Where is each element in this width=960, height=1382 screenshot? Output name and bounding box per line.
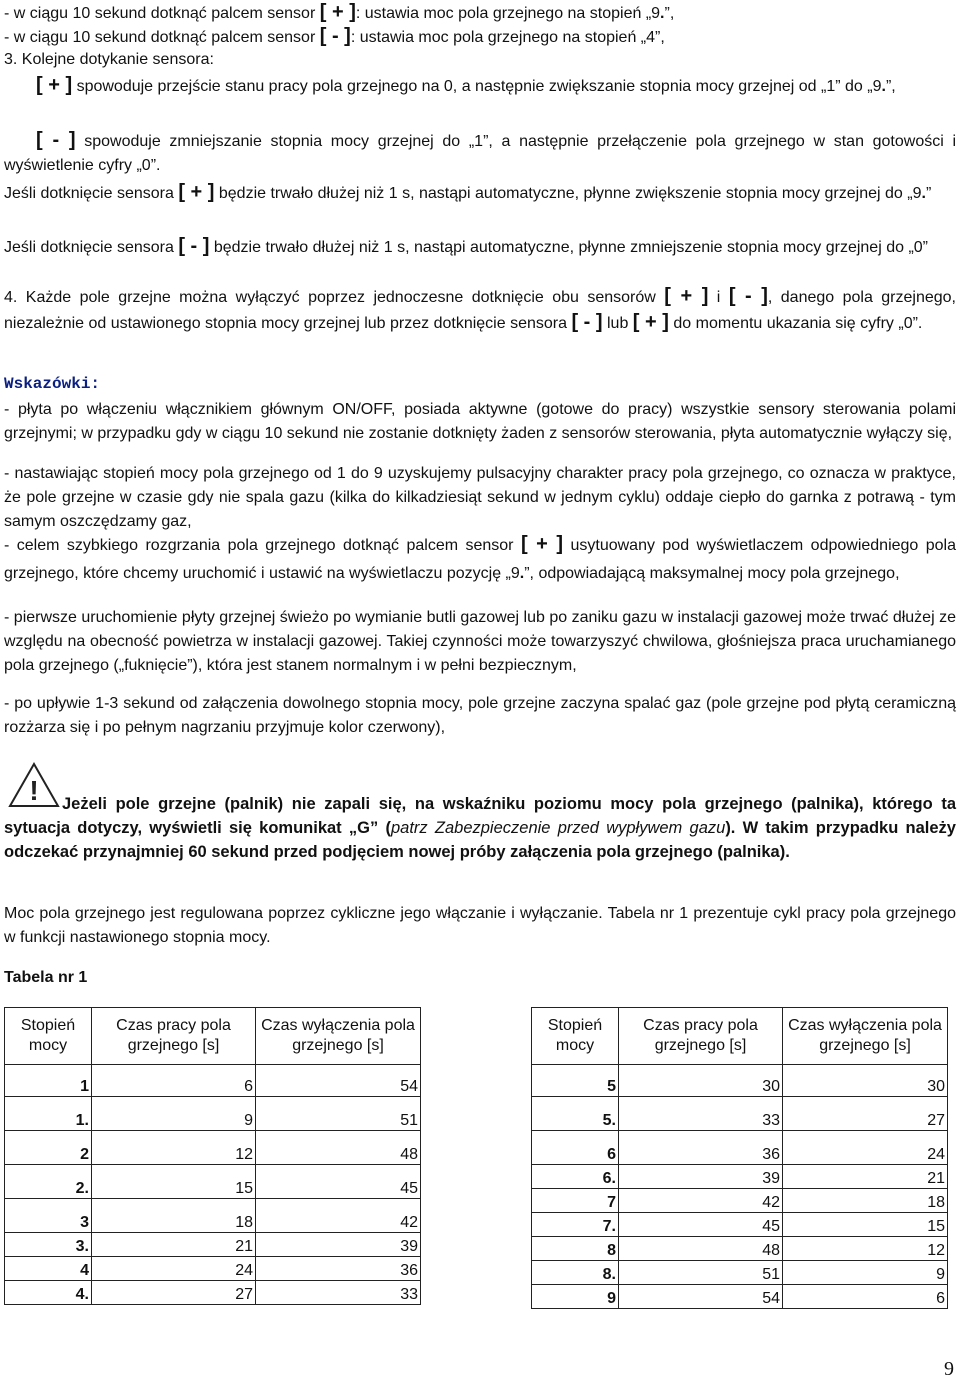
table-cell: 1. bbox=[5, 1097, 92, 1131]
table-cell: 24 bbox=[92, 1257, 256, 1281]
table-cell: 1 bbox=[5, 1065, 92, 1097]
table-cell: 2. bbox=[5, 1165, 92, 1199]
sensor-minus-label: [ - ] bbox=[319, 25, 351, 47]
table-row bbox=[532, 1165, 948, 1189]
hints-heading: Wskazówki: bbox=[4, 375, 101, 393]
column-header: Czas pracy pola grzejnego [s] bbox=[92, 1008, 256, 1065]
table-cell: 3. bbox=[5, 1233, 92, 1257]
table-row bbox=[532, 1213, 948, 1237]
table-cell: 15 bbox=[783, 1213, 948, 1237]
table-row bbox=[532, 1065, 948, 1097]
table-cell: 9 bbox=[783, 1261, 948, 1285]
table-row bbox=[532, 1261, 948, 1285]
table-cell: 42 bbox=[619, 1189, 783, 1213]
table-cell: 48 bbox=[256, 1131, 421, 1165]
table-cell: 18 bbox=[92, 1199, 256, 1233]
table-cell: 4 bbox=[5, 1257, 92, 1281]
table-cell: 8. bbox=[532, 1261, 619, 1285]
table-cell: 54 bbox=[619, 1285, 783, 1309]
table-row bbox=[532, 1097, 948, 1131]
column-header: Czas pracy pola grzejnego [s] bbox=[619, 1008, 783, 1065]
section-3-title: 3. Kolejne dotykanie sensora: bbox=[4, 51, 214, 68]
table-cell: 4. bbox=[5, 1281, 92, 1305]
list-item: - w ciągu 10 sekund dotknąć palcem sensor [ + ]: ustawia moc pola grzejnego na stopień „9.”, bbox=[4, 1, 675, 23]
table-cell: 12 bbox=[783, 1237, 948, 1261]
table-cell: 6. bbox=[532, 1165, 619, 1189]
table-row bbox=[5, 1281, 421, 1305]
sensor-plus-label: [ + ] bbox=[319, 1, 356, 23]
table-cell: 54 bbox=[256, 1065, 421, 1097]
table-cell: 48 bbox=[619, 1237, 783, 1261]
table-row bbox=[5, 1097, 421, 1131]
table-cell: 6 bbox=[92, 1065, 256, 1097]
hint-item: - pierwsze uruchomienie płyty grzejnej świeżo po wymianie butli gazowej lub po zaniku gazu w instalacji gazowej może trwać dłużej ze względu na obecność powietrza w instalacji gazowej. Takiej czynności może towarzyszyć chwilowa, głośniejsza praca uruchamianego pola grzejnego („fuknięcie”), która jest stanem normalnym i w pełni bezpiecznym, bbox=[4, 609, 956, 674]
page-number: 9 bbox=[944, 1358, 954, 1380]
table-row bbox=[5, 1199, 421, 1233]
table-cell: 42 bbox=[256, 1199, 421, 1233]
hint-item: - płyta po włączeniu włącznikiem głównym ON/OFF, posiada aktywne (gotowe do pracy) wszystkie sensory sterowania polami grzejnymi; w przypadku gdy w ciągu 10 sekund nie zostanie dotknięty żaden z sensorów sterowania, płyta automatycznie wyłączy się, bbox=[4, 401, 956, 442]
table-cell: 51 bbox=[256, 1097, 421, 1131]
table-cell: 9 bbox=[532, 1285, 619, 1309]
table-row bbox=[5, 1233, 421, 1257]
column-header: Stopień mocy bbox=[532, 1008, 619, 1065]
table-cell: 6 bbox=[783, 1285, 948, 1309]
table-cell: 5. bbox=[532, 1097, 619, 1131]
table-cell: 39 bbox=[619, 1165, 783, 1189]
paragraph-plus: [ + ] spowoduje przejście stanu pracy pola grzejnego na 0, a następnie zwiększanie stopnia mocy grzejnej od „1” do „9.”, bbox=[36, 74, 896, 96]
table-row bbox=[532, 1189, 948, 1213]
table-cell: 5 bbox=[532, 1065, 619, 1097]
hint-item: - po upływie 1-3 sekund od załączenia dowolnego stopnia mocy, pole grzejne zaczyna spalać gaz (pole grzejne pod płytą ceramiczną rozżarza się i po pełnym nagrzaniu przyjmuje kolor czerwony), bbox=[4, 695, 956, 736]
table-cell: 6 bbox=[532, 1131, 619, 1165]
table-cell: 45 bbox=[619, 1213, 783, 1237]
table-cell: 39 bbox=[256, 1233, 421, 1257]
table-cell: 2 bbox=[5, 1131, 92, 1165]
table-cell: 33 bbox=[256, 1281, 421, 1305]
table-cell: 33 bbox=[619, 1097, 783, 1131]
table-cell: 3 bbox=[5, 1199, 92, 1233]
table-cell: 27 bbox=[92, 1281, 256, 1305]
column-header: Czas wyłączenia pola grzejnego [s] bbox=[256, 1008, 421, 1065]
table-cell: 7. bbox=[532, 1213, 619, 1237]
power-paragraph: Moc pola grzejnego jest regulowana poprzez cykliczne jego włączanie i wyłączanie. Tabela nr 1 prezentuje cykl pracy pola grzejnego w funkcji nastawionego stopnia mocy. bbox=[4, 905, 956, 946]
paragraph-long-minus: Jeśli dotknięcie sensora [ - ] będzie trwało dłużej niż 1 s, nastąpi automatyczne, płynne zmniejszenie stopnia mocy grzejnej do „0” bbox=[4, 235, 928, 257]
table-cell: 30 bbox=[783, 1065, 948, 1097]
table-row bbox=[5, 1257, 421, 1281]
list-item: - w ciągu 10 sekund dotknąć palcem sensor [ - ]: ustawia moc pola grzejnego na stopień „4”, bbox=[4, 25, 665, 47]
paragraph-minus: [ - ] spowoduje zmniejszanie stopnia mocy grzejnej do „1”, a następnie przełączenie pola grzejnego w stan gotowości i wyświetlenie cyfry „0”. bbox=[4, 129, 957, 174]
svg-text:!: ! bbox=[29, 775, 39, 806]
column-header: Stopień mocy bbox=[5, 1008, 92, 1065]
table-cell: 51 bbox=[619, 1261, 783, 1285]
table-cell: 21 bbox=[783, 1165, 948, 1189]
table-cell: 8 bbox=[532, 1237, 619, 1261]
power-table-right bbox=[531, 1007, 948, 1309]
power-table-left bbox=[4, 1007, 421, 1305]
hint-item: - nastawiając stopień mocy pola grzejnego od 1 do 9 uzyskujemy pulsacyjny charakter pracy pola grzejnego, co oznacza w praktyce, że pole grzejne w czasie gdy nie spala gazu (kilka do kilkadziesiąt sekund w jednym cyklu) oddaje ciepło do garnka z potrawą - tym samym oszczędzamy gaz, bbox=[4, 465, 956, 530]
table-cell: 30 bbox=[619, 1065, 783, 1097]
table-row bbox=[532, 1237, 948, 1261]
table-cell: 7 bbox=[532, 1189, 619, 1213]
table-cell: 12 bbox=[92, 1131, 256, 1165]
table-cell: 18 bbox=[783, 1189, 948, 1213]
hint-item: - celem szybkiego rozgrzania pola grzejnego dotknąć palcem sensor [ + ] usytuowany pod wyświetlaczem odpowiedniego pola grzejnego, które chcemy uruchomić i ustawić na wyświetlaczu pozycję „9.”, odpowiadającą maksymalnej mocy pola grzejnego, bbox=[4, 533, 956, 582]
table-row bbox=[5, 1165, 421, 1199]
column-header: Czas wyłączenia pola grzejnego [s] bbox=[783, 1008, 948, 1065]
table-cell: 45 bbox=[256, 1165, 421, 1199]
table-cell: 27 bbox=[783, 1097, 948, 1131]
table-row bbox=[532, 1285, 948, 1309]
table-row bbox=[5, 1065, 421, 1097]
table-cell: 15 bbox=[92, 1165, 256, 1199]
table-title: Tabela nr 1 bbox=[4, 969, 88, 986]
table-cell: 36 bbox=[619, 1131, 783, 1165]
table-cell: 24 bbox=[783, 1131, 948, 1165]
table-cell: 9 bbox=[92, 1097, 256, 1131]
table-cell: 36 bbox=[256, 1257, 421, 1281]
warning-text: Jeżeli pole grzejne (palnik) nie zapali się, na wskaźniku poziomu mocy pola grzejnego (palnika), którego ta sytuacja dotyczy, wyświetli się komunikat „G” (patrz Zabezpieczenie przed wypływem gazu). W takim przypadku należy odczekać przynajmniej 60 sekund przed podjęciem nowej próby załączenia pola grzejnego (palnika). bbox=[4, 795, 956, 861]
section-4: 4. Każde pole grzejne można wyłączyć poprzez jednoczesne dotknięcie obu sensorów [ + ] i [ - ], danego pola grzejnego, niezależnie od ustawionego stopnia mocy grzejnej lub przez dotknięcie sensora [ - ] lub [ + ] do momentu ukazania się cyfry „0”. bbox=[4, 285, 957, 333]
table-row bbox=[532, 1131, 948, 1165]
table-cell: 21 bbox=[92, 1233, 256, 1257]
paragraph-long-plus: Jeśli dotknięcie sensora [ + ] będzie trwało dłużej niż 1 s, nastąpi automatyczne, płynne zwiększenie stopnia mocy grzejnej do „9.” bbox=[4, 181, 932, 203]
table-row bbox=[5, 1131, 421, 1165]
